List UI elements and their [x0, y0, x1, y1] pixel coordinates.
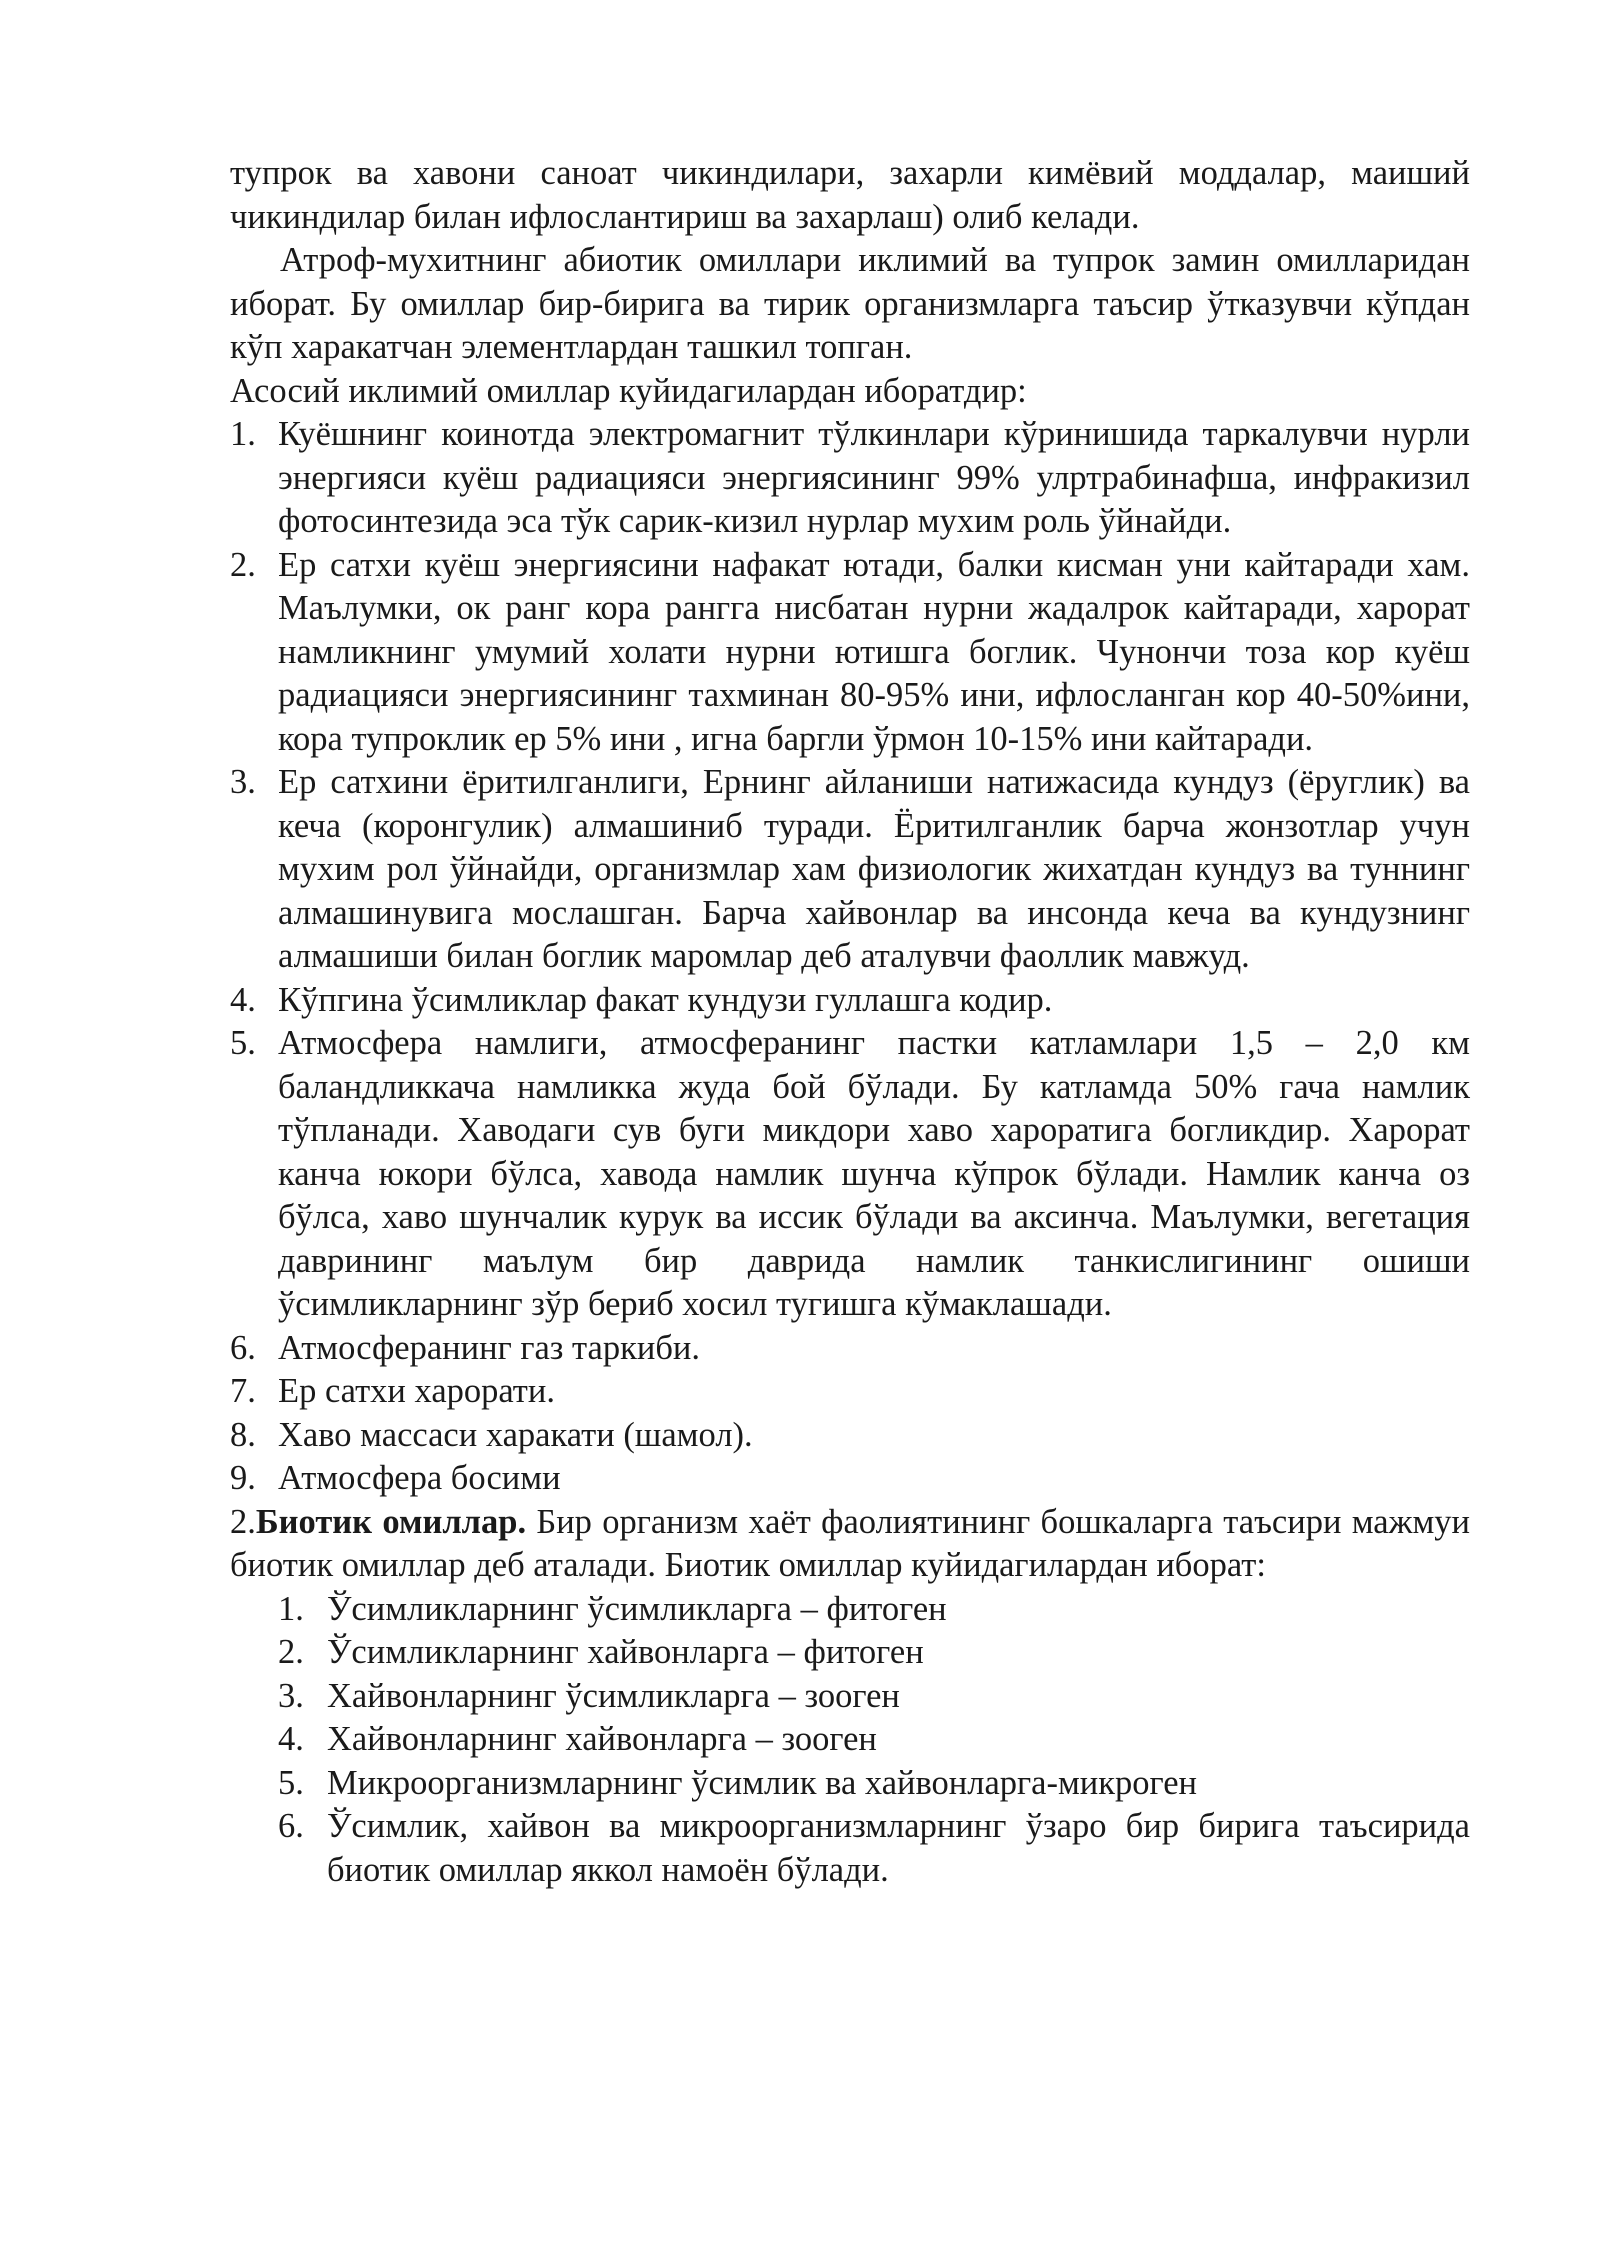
- list-item-number: 7.: [230, 1372, 256, 1410]
- list-item-text: Ўсимликларнинг ўсимликларга – фитоген: [327, 1589, 947, 1628]
- list-item-number: 6.: [230, 1328, 256, 1367]
- list-item-text: Атмосферанинг газ таркиби.: [278, 1328, 700, 1367]
- list-item-number: 6.: [278, 1807, 304, 1845]
- list-item-text: Ер сатхини ёритилганлиги, Ернинг айланиши натижасида кундуз (ёруглик) ва кеча (коронгулик) алмашиниб туради. Ёритилганлик барча жонзотлар учун мухим рол ўйнайди, организмлар хам физиологик жихатдан кундуз ва туннинг алмашинувига мослашган. Барча хайвонлар ва инсонда кеча ва кундузнинг алмашиши билан боглик маромлар деб аталувчи фаоллик мавжуд.: [278, 763, 1470, 975]
- list-item-number: 3.: [278, 1676, 304, 1715]
- list-item-number: 3.: [230, 763, 256, 801]
- list-item-text: Ўсимликларнинг хайвонларга – фитоген: [327, 1633, 924, 1671]
- list-item: [230, 1327, 1470, 1371]
- list-item-number: 4.: [278, 1720, 304, 1758]
- list-item: [230, 1762, 1470, 1806]
- list-item-text: Хаво массаси харакати (шамол).: [278, 1415, 753, 1454]
- list-item: [230, 1022, 1470, 1327]
- list-item: [230, 1718, 1470, 1762]
- list-item: [230, 544, 1470, 762]
- document-page: [230, 152, 1470, 1892]
- list-item: [230, 413, 1470, 544]
- list-item: [230, 761, 1470, 979]
- list-item-text: Ўсимлик, хайвон ва микроорганизмларнинг ўзаро бир бирига таъсирида биотик омиллар яккол намоён бўлади.: [327, 1807, 1470, 1889]
- list-item-number: 9.: [230, 1459, 256, 1497]
- section-intro: Бир организм хаёт фаолиятининг бошкаларга таъсири мажмуи биотик омиллар деб аталади. Биотик омиллар куйидагилардан иборат:: [230, 1502, 1470, 1584]
- list-item-number: 2.: [278, 1633, 304, 1671]
- list-item-text: Ер сатхи куёш энергиясини нафакат ютади, балки кисман уни кайтаради хам. Маълумки, ок ранг кора рангга нисбатан нурни жадалрок кайтаради, харорат намликнинг умумий холати нурни ютишга боглик. Чунончи тоза кор куёш радиацияси энергиясининг тахминан 80-95% ини, ифлосланган кор 40-50%ини, кора тупроклик ер 5% ини , игна баргли ўрмон 10-15% ини кайтаради.: [278, 545, 1470, 758]
- paragraph-continuation: тупрок ва хавони саноат чикиндилари, захарли кимёвий моддалар, маиший чикиндилар билан ифлослантириш ва захарлаш) олиб келади.: [230, 154, 1470, 236]
- list-item: [230, 1631, 1470, 1675]
- list-item: [230, 1457, 1470, 1501]
- list-item-text: Хайвонларнинг ўсимликларга – зооген: [327, 1676, 900, 1715]
- list-item-number: 2.: [230, 545, 256, 584]
- list-item-number: 4.: [230, 980, 256, 1019]
- list-item-number: 1.: [278, 1589, 304, 1628]
- biotic-factors-list: [230, 1588, 1470, 1893]
- list-item: [230, 1370, 1470, 1414]
- list-item: [230, 1414, 1470, 1458]
- list-item-number: 5.: [230, 1024, 256, 1062]
- section-heading: Биотик омиллар.: [255, 1502, 527, 1541]
- list-item: [230, 1588, 1470, 1632]
- paragraph-abiotic-factors: Атроф-мухитнинг абиотик омиллари иклимий ва тупрок замин омилларидан иборат. Бу омиллар бир-бирига ва тирик организмларга таъсир ўтказувчи кўпдан кўп харакатчан элементлардан ташкил топган.: [230, 241, 1470, 366]
- abiotic-factors-list: [230, 413, 1470, 1501]
- list-item-text: Куёшнинг коинотда электромагнит тўлкинлари кўринишида таркалувчи нурли энергияси куёш радиацияси энергиясининг 99% улртрабинафша, инфракизил фотосинтезида эса тўк сарик-кизил нурлар мухим роль ўйнайди.: [278, 415, 1470, 540]
- list-item-number: 5.: [278, 1763, 304, 1802]
- list-item: [230, 1805, 1470, 1892]
- list-item-text: Хайвонларнинг хайвонларга – зооген: [327, 1720, 877, 1758]
- paragraph-biotic-factors: [230, 1501, 1470, 1588]
- list-item-text: Атмосфера намлиги, атмосферанинг пастки катламлари 1,5 – 2,0 км баландликкача намликка жуда бой бўлади. Бу катламда 50% гача намлик тўпланади. Хаводаги сув буги микдори хаво хароратига богликдир. Харорат канча юкори бўлса, хавода намлик шунча кўпрок бўлади. Намлик канча оз бўлса, хаво шунчалик курук ва иссик бўлади ва аксинча. Маълумки, вегетация даврининг маълум бир даврида намлик танкислигининг ошиши ўсимликларнинг зўр бериб хосил тугишга кўмаклашади.: [278, 1024, 1470, 1323]
- paragraph-climatic-intro: Асосий иклимий омиллар куйидагилардан иборатдир:: [230, 371, 1027, 410]
- list-item-text: Атмосфера босими: [278, 1459, 561, 1497]
- list-item: [230, 1675, 1470, 1719]
- list-item-text: Кўпгина ўсимликлар факат кундузи гуллашга кодир.: [278, 980, 1053, 1019]
- list-item-number: 8.: [230, 1415, 256, 1454]
- list-item: [230, 979, 1470, 1023]
- list-item-text: Микроорганизмларнинг ўсимлик ва хайвонларга-микроген: [327, 1763, 1197, 1802]
- list-item-number: 1.: [230, 415, 256, 453]
- section-number: 2.: [230, 1502, 256, 1541]
- list-item-text: Ер сатхи харорати.: [278, 1372, 555, 1410]
